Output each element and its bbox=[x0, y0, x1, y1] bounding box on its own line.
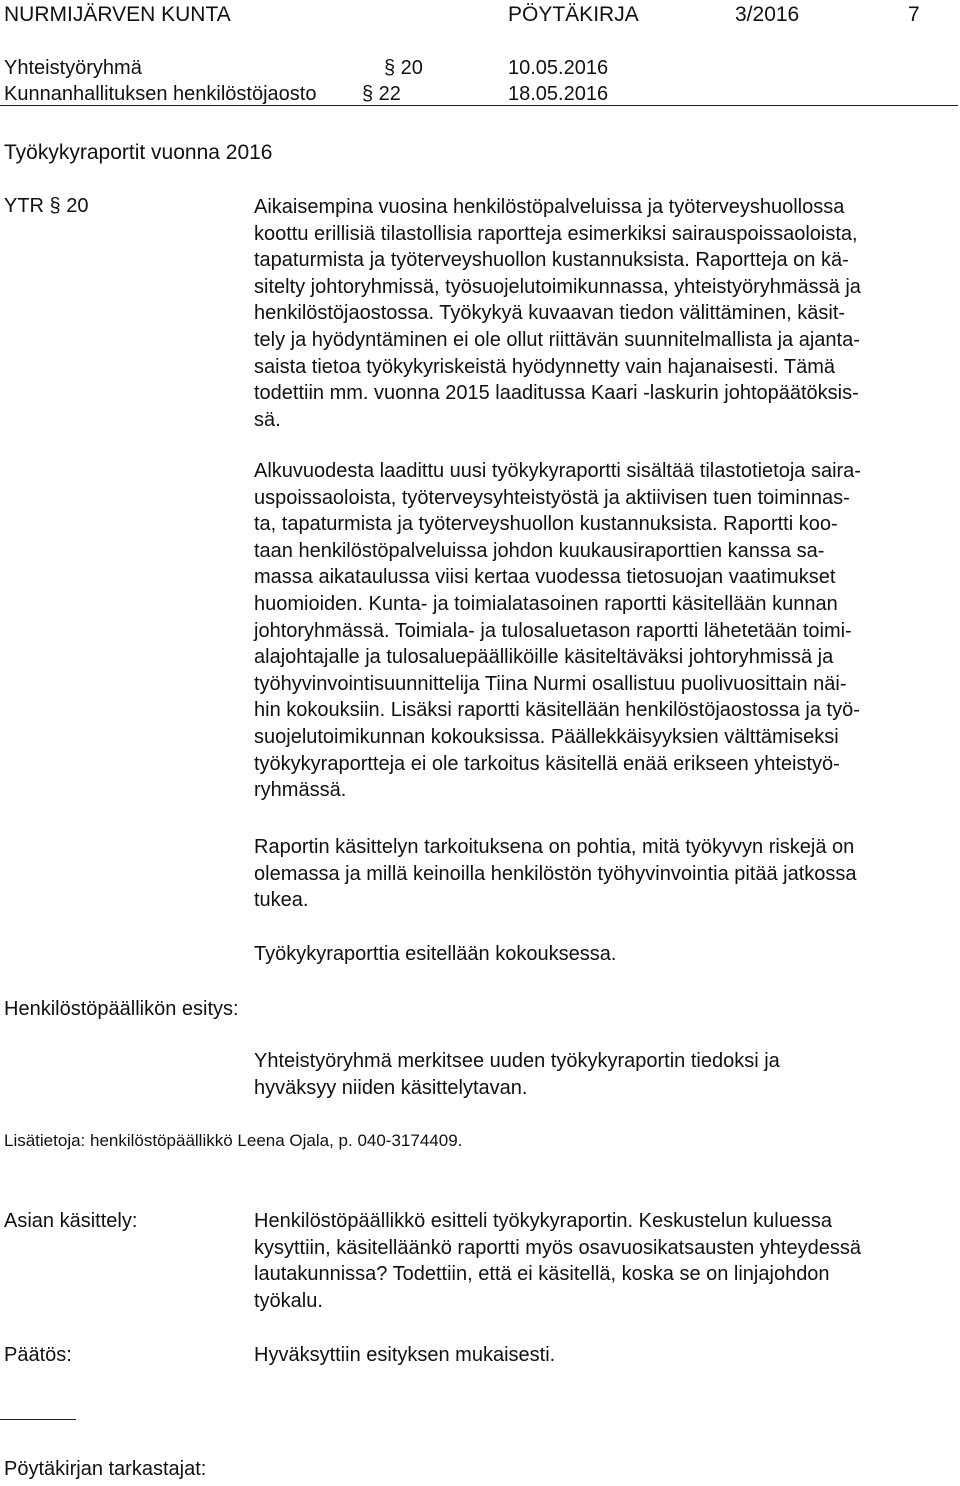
proposal-line: Yhteistyöryhmä merkitsee uuden työkykyraportin tiedoksi ja bbox=[254, 1050, 780, 1072]
handling-line: Henkilöstöpäällikkö esitteli työkykyraportin. Keskustelun kuluessa bbox=[254, 1210, 833, 1232]
proposal-line: hyväksyy niiden käsittelytavan. bbox=[254, 1076, 528, 1099]
handling-label: Asian käsittely: bbox=[4, 1210, 138, 1232]
paragraph-line: saista tietoa työkykyriskeistä hyödynnetty vain hajanaisesti. Tämä bbox=[254, 355, 836, 378]
section-label: YTR § 20 bbox=[4, 195, 89, 217]
paragraph-background bbox=[254, 194, 958, 433]
handling-line: työkalu. bbox=[254, 1289, 323, 1312]
paragraph-purpose bbox=[254, 834, 958, 914]
paragraph-line: tukea. bbox=[254, 889, 309, 912]
handling-text bbox=[254, 1208, 958, 1314]
body-name-henkilostojaosto: Kunnanhallituksen henkilöstöjaosto bbox=[4, 83, 317, 105]
paragraph-new-report bbox=[254, 458, 958, 804]
body-date-yhteistyoryhma: 10.05.2016 bbox=[508, 57, 609, 79]
paragraph-line: sä. bbox=[254, 408, 281, 431]
paragraph-line: Alkuvuodesta laadittu uusi työkykyraportti sisältää tilastotietoja saira- bbox=[254, 460, 861, 482]
paragraph-line: uspoissaoloista, työterveysyhteistyöstä ja aktiivisen tuen toiminnas- bbox=[254, 486, 850, 509]
page-number: 7 bbox=[908, 3, 920, 26]
paragraph-line: todettiin mm. vuonna 2015 laaditussa Kaari -laskurin johtopäätöksis- bbox=[254, 382, 859, 405]
reviewers-label: Pöytäkirjan tarkastajat: bbox=[4, 1458, 207, 1480]
body-section-henkilostojaosto: § 22 bbox=[362, 83, 401, 105]
paragraph-line: Raportin käsittelyn tarkoituksena on pohtia, mitä työkyvyn riskejä on bbox=[254, 836, 855, 858]
document-number: 3/2016 bbox=[735, 3, 800, 26]
header-divider bbox=[0, 105, 958, 106]
paragraph-line: johtoryhmässä. Toimiala- ja tulosaluetason raportti lähetetään toimi- bbox=[254, 619, 852, 642]
page-title: Työkykyraportit vuonna 2016 bbox=[4, 141, 273, 164]
paragraph-line: suojelutoimikunnan kokouksissa. Päällekkäisyyksien välttämiseksi bbox=[254, 725, 839, 748]
paragraph-line: ryhmässä. bbox=[254, 779, 347, 802]
proposal-text bbox=[254, 1048, 958, 1101]
paragraph-line: olemassa ja millä keinoilla henkilöstön työhyvinvointia pitää jatkossa bbox=[254, 862, 857, 885]
handling-line: lautakunnissa? Todettiin, että ei käsitellä, koska se on linjajohdon bbox=[254, 1263, 830, 1286]
paragraph-line: Työkykyraporttia esitellään kokouksessa. bbox=[254, 943, 617, 965]
paragraph-presentation bbox=[254, 941, 958, 968]
paragraph-line: sitelty johtoryhmissä, työsuojelutoimikunnassa, yhteistyöryhmässä ja bbox=[254, 275, 861, 298]
decision-label: Päätös: bbox=[4, 1344, 72, 1366]
decision-text: Hyväksyttiin esityksen mukaisesti. bbox=[254, 1344, 556, 1366]
paragraph-line: alajohtajalle ja tulosaluepäälliköille käsiteltäväksi johtoryhmissä ja bbox=[254, 646, 834, 669]
body-name-yhteistyoryhma: Yhteistyöryhmä bbox=[4, 57, 142, 79]
signature-divider bbox=[0, 1419, 76, 1420]
paragraph-line: Aikaisempina vuosina henkilöstöpalveluissa ja työterveyshuollossa bbox=[254, 196, 845, 218]
paragraph-line: tapaturmista ja työterveyshuollon kustannuksista. Raportteja on kä- bbox=[254, 249, 849, 272]
body-section-yhteistyoryhma: § 20 bbox=[384, 57, 423, 79]
paragraph-line: koottu erillisiä tilastollisia raportteja esimerkiksi sairauspoissaoloista, bbox=[254, 222, 858, 245]
more-info: Lisätietoja: henkilöstöpäällikkö Leena Ojala, p. 040-3174409. bbox=[4, 1131, 463, 1150]
paragraph-line: massa aikataulussa viisi kertaa vuodessa tietosuojan vaatimukset bbox=[254, 566, 836, 589]
paragraph-line: työkykyraportteja ei ole tarkoitus käsitellä enää erikseen yhteistyö- bbox=[254, 752, 840, 775]
paragraph-line: työhyvinvointisuunnittelija Tiina Nurmi osallistuu puolivuosittain näi- bbox=[254, 672, 847, 695]
paragraph-line: hin kokouksiin. Lisäksi raportti käsitellään henkilöstöjaostossa ja työ- bbox=[254, 699, 860, 722]
paragraph-line: ta, tapaturmista ja työterveyshuollon kustannuksista. Raportti koo- bbox=[254, 513, 838, 536]
paragraph-line: taan henkilöstöpalveluissa johdon kuukausiraporttien kanssa sa- bbox=[254, 539, 825, 562]
paragraph-line: huomioiden. Kunta- ja toimialatasoinen raportti käsitellään kunnan bbox=[254, 592, 838, 615]
handling-line: kysyttiin, käsitelläänkö raportti myös osavuosikatsausten yhteydessä bbox=[254, 1236, 861, 1259]
paragraph-line: tely ja hyödyntäminen ei ole ollut riittävän suunnitelmallista ja ajanta- bbox=[254, 328, 860, 351]
document-type: PÖYTÄKIRJA bbox=[508, 3, 639, 26]
paragraph-line: henkilöstöjaostossa. Työkykyä kuvaavan tiedon välittäminen, käsit- bbox=[254, 302, 846, 325]
proposal-label: Henkilöstöpäällikön esitys: bbox=[4, 998, 239, 1020]
municipality-name: NURMIJÄRVEN KUNTA bbox=[4, 3, 231, 26]
body-date-henkilostojaosto: 18.05.2016 bbox=[508, 83, 609, 105]
